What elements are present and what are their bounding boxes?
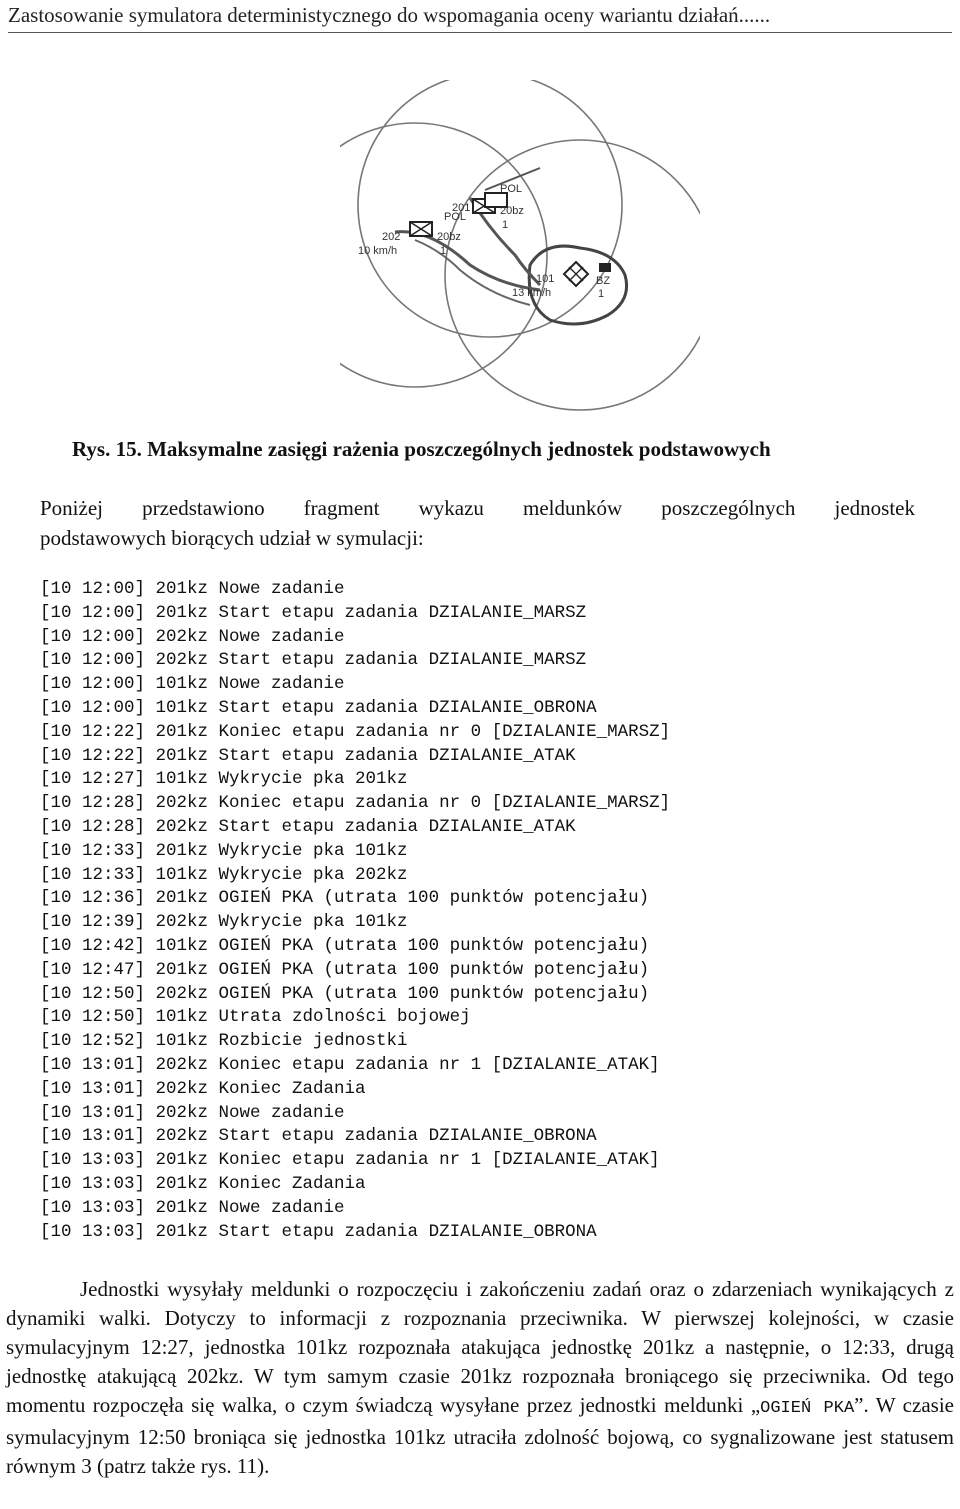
label-20bz-a: 20bz [500, 205, 524, 217]
log-line: [10 13:03] 201kz Koniec etapu zadania nr 1 [DZIALANIE_ATAK] [40, 1150, 660, 1171]
intro-line-1: Poniżej przedstawiono fragment wykazu meldunków poszczególnych jednostek [40, 496, 915, 520]
log-line: [10 12:36] 201kz OGIEŃ PKA (utrata 100 punktów potencjału) [40, 888, 650, 909]
figure-caption: Rys. 15. Maksymalne zasięgi rażenia poszczególnych jednostek podstawowych [72, 437, 771, 461]
paragraph-part-2: ”. W czasie symulacyjnym 12:50 broniąca się jednostka 101kz utraciła zdolność bojową, co sygnalizowane jest statusem równym 3 (patrz także rys. 11). [6, 1393, 954, 1478]
log-line: [10 12:33] 101kz Wykrycie pka 202kz [40, 864, 408, 885]
log-line: [10 12:33] 201kz Wykrycie pka 101kz [40, 840, 408, 861]
log-line: [10 12:00] 201kz Nowe zadanie [40, 579, 345, 599]
label-20bz-b: 20bz [437, 231, 461, 243]
unit-202-icon [410, 222, 432, 236]
log-line: [10 12:52] 101kz Rozbicie jednostki [40, 1031, 408, 1052]
log-line: [10 12:00] 202kz Nowe zadanie [40, 626, 345, 647]
log-line: [10 12:00] 201kz Start etapu zadania DZIALANIE_MARSZ [40, 602, 587, 623]
paragraph-code: OGIEŃ PKA [760, 1399, 855, 1418]
log-line: [10 13:01] 202kz Koniec etapu zadania nr 1 [DZIALANIE_ATAK] [40, 1054, 660, 1075]
log-line: [10 12:28] 202kz Koniec etapu zadania nr 0 [DZIALANIE_MARSZ] [40, 793, 671, 814]
label-1-a: 1 [502, 219, 509, 231]
label-pol-mid: POL [444, 211, 467, 223]
log-line: [10 12:22] 201kz Koniec etapu zadania nr 0 [DZIALANIE_MARSZ] [40, 721, 671, 742]
log-line: [10 13:03] 201kz Start etapu zadania DZIALANIE_OBRONA [40, 1221, 597, 1242]
body-paragraph [6, 1275, 954, 1481]
bz-icon [599, 263, 611, 272]
label-1-b: 1 [440, 245, 447, 257]
label-pol-top: POL [500, 183, 523, 195]
paragraph-part-1: Jednostki wysyłały meldunki o rozpoczęciu i zakończeniu zadań oraz o zdarzeniach wynikających z dynamiki walki. Dotyczy to informacji z rozpoznania przeciwnika. W pierwszej kolejności, w czasie symulacyjnym 12:27, jednostka 101kz rozpoznała atakująca jednostkę 201kz a następnie, o 12:33, drugą jednostkę atakującą 202kz. W tym samym czasie 201kz rozpoznała broniącego się przeciwnika. Od tego momentu rozpoczęła się walka, o czym świadczą wysyłane przez jednostki meldunki „ [6, 1277, 954, 1417]
unit-101-icon [564, 262, 588, 286]
log-line: [10 13:03] 201kz Koniec Zadania [40, 1173, 366, 1194]
log-line: [10 12:00] 202kz Start etapu zadania DZIALANIE_MARSZ [40, 650, 587, 671]
log-line: [10 12:47] 201kz OGIEŃ PKA (utrata 100 punktów potencjału) [40, 959, 650, 980]
label-1-c: 1 [598, 288, 605, 300]
label-speed-10: 10 km/h [358, 245, 398, 257]
log-line: [10 12:00] 101kz Nowe zadanie [40, 674, 345, 695]
log-line: [10 12:39] 202kz Wykrycie pka 101kz [40, 912, 408, 933]
label-101: 101 [536, 273, 555, 285]
log-line: [10 13:01] 202kz Start etapu zadania DZIALANIE_OBRONA [40, 1126, 597, 1147]
log-line: [10 13:03] 201kz Nowe zadanie [40, 1197, 345, 1218]
label-201: 201 [452, 202, 471, 214]
log-line: [10 12:27] 101kz Wykrycie pka 201kz [40, 769, 408, 790]
label-speed-13: 13 km/h [512, 287, 552, 299]
intro-line-2: podstawowych biorących udział w symulacji: [40, 526, 424, 550]
running-header: Zastosowanie symulatora deterministycznego do wspomagania oceny wariantu działań...... [8, 0, 952, 33]
log-line: [10 12:22] 201kz Start etapu zadania DZIALANIE_ATAK [40, 745, 576, 766]
label-bz: BZ [596, 275, 611, 287]
range-figure [340, 80, 700, 420]
label-202: 202 [382, 231, 401, 243]
log-line: [10 12:42] 101kz OGIEŃ PKA (utrata 100 punktów potencjału) [40, 935, 650, 956]
intro-text [40, 493, 915, 553]
log-line: [10 12:50] 202kz OGIEŃ PKA (utrata 100 punktów potencjału) [40, 983, 650, 1004]
log-line: [10 12:50] 101kz Utrata zdolności bojowej [40, 1007, 471, 1028]
log-line: [10 13:01] 202kz Nowe zadanie [40, 1102, 345, 1123]
log-line: [10 12:28] 202kz Start etapu zadania DZIALANIE_ATAK [40, 816, 576, 837]
log-line: [10 13:01] 202kz Koniec Zadania [40, 1078, 366, 1099]
report-log [40, 578, 670, 1244]
log-line: [10 12:00] 101kz Start etapu zadania DZIALANIE_OBRONA [40, 697, 597, 718]
